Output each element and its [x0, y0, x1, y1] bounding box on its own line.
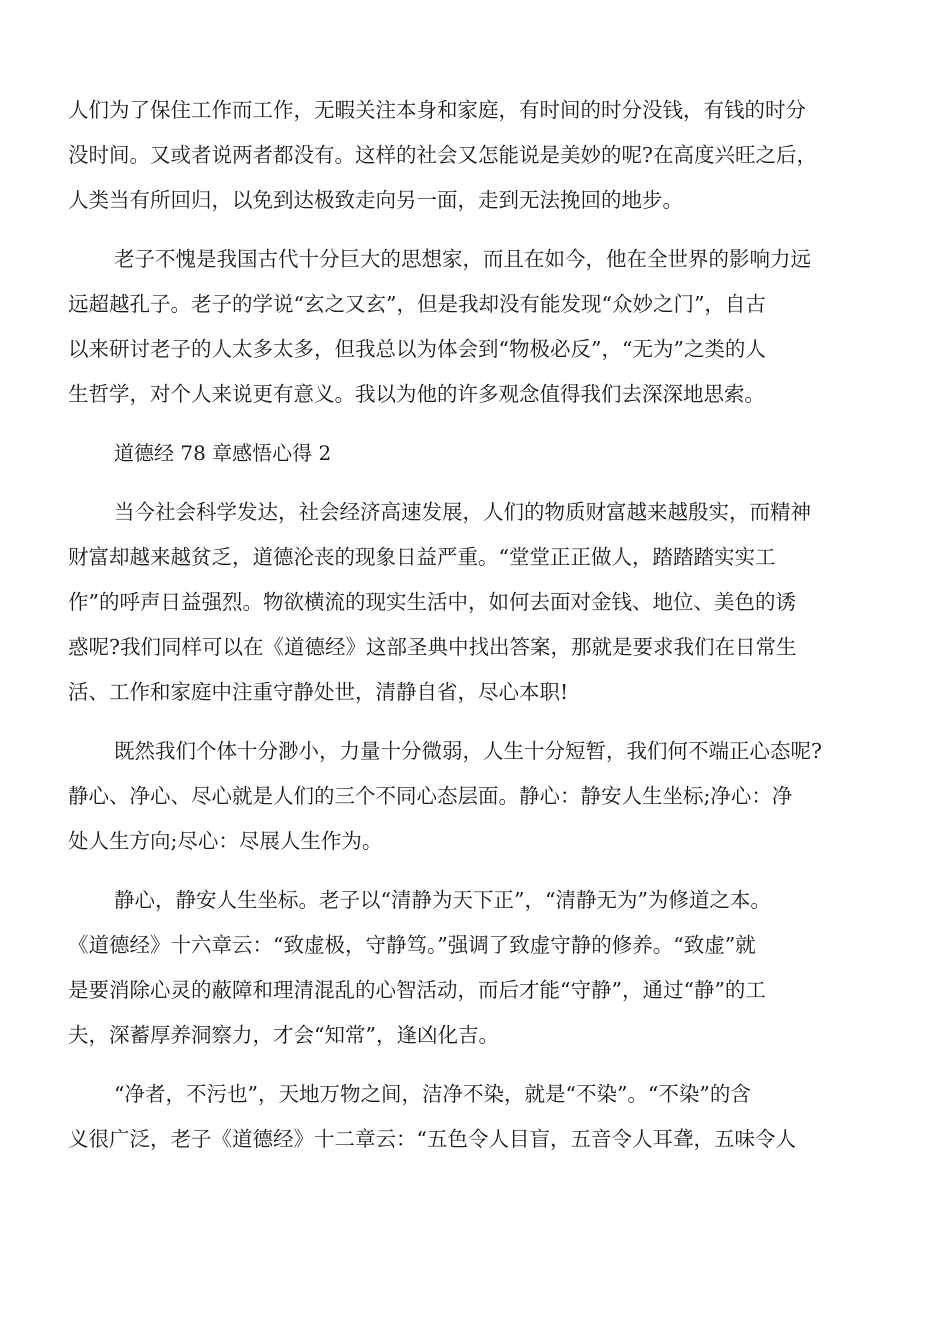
paragraph [68, 88, 888, 223]
text-line: 处人生方向;尽心：尽展人生作为。 [68, 829, 383, 853]
text-line: 义很广泛，老子《道德经》十二章云：“五色令人目盲，五音令人耳聋，五味令人 [68, 1127, 796, 1151]
paragraph [68, 237, 888, 417]
text-line: 既然我们个体十分渺小，力量十分微弱，人生十分短暂，我们何不端正心态呢? [114, 739, 822, 763]
text-line: 活、工作和家庭中注重守静处世，清静自省，尽心本职! [68, 680, 569, 704]
section-heading: 道德经 78 章感悟心得 2 [114, 441, 332, 465]
text-line: 惑呢?我们同样可以在《道德经》这部圣典中找出答案，那就是要求我们在日常生 [68, 635, 797, 659]
paragraph [68, 490, 888, 715]
document-body [68, 88, 888, 1162]
text-line: 当今社会科学发达，社会经济高速发展，人们的物质财富越来越殷实，而精神 [114, 500, 811, 524]
text-line: 作”的呼声日益强烈。物欲横流的现实生活中，如何去面对金钱、地位、美色的诱 [68, 590, 796, 614]
paragraph [68, 729, 888, 864]
text-line: 生哲学，对个人来说更有意义。我以为他的许多观念值得我们去深深地思索。 [68, 382, 765, 406]
text-line: 老子不愧是我国古代十分巨大的思想家，而且在如今，他在全世界的影响力远 [114, 247, 811, 271]
text-line: 夫，深蓄厚养洞察力，才会“知常”，逢凶化吉。 [68, 1023, 499, 1047]
paragraph [68, 878, 888, 1058]
text-line: 静心、净心、尽心就是人们的三个不同心态层面。静心：静安人生坐标;净心：净 [68, 784, 793, 808]
text-line: 人类当有所回归，以免到达极致走向另一面，走到无法挽回的地步。 [68, 188, 683, 212]
text-line: 以来研讨老子的人太多太多，但我总以为体会到“物极必反”，“无为”之类的人 [68, 337, 766, 361]
text-line: 远超越孔子。老子的学说“玄之又玄”，但是我却没有能发现“众妙之门”，自古 [68, 292, 766, 316]
text-line: 《道德经》十六章云：“致虚极，守静笃。”强调了致虚守静的修养。“致虚”就 [68, 933, 756, 957]
text-line: 静心，静安人生坐标。老子以“清静为天下正”，“清静无为”为修道之本。 [114, 888, 771, 912]
text-line: 是要消除心灵的蔽障和理清混乱的心智活动，而后才能“守静”，通过“静”的工 [68, 978, 766, 1002]
paragraph [68, 1072, 888, 1162]
text-line: 人们为了保住工作而工作，无暇关注本身和家庭，有时间的时分没钱，有钱的时分 [68, 98, 806, 122]
text-line: 财富却越来越贫乏，道德沦丧的现象日益严重。“堂堂正正做人，踏踏踏实实工 [68, 545, 776, 569]
text-line: “净者，不污也”，天地万物之间，洁净不染，就是“不染”。“不染”的含 [114, 1082, 751, 1106]
text-line: 没时间。又或者说两者都没有。这样的社会又怎能说是美妙的呢?在高度兴旺之后， [68, 143, 817, 167]
